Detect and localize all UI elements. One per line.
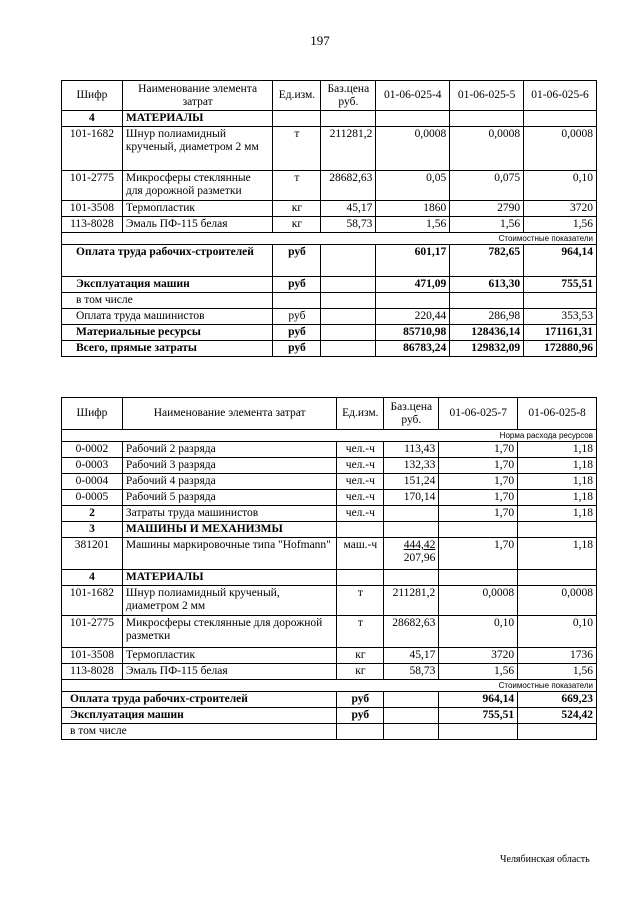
summary-value: 755,51 bbox=[439, 708, 518, 724]
cell-price: 151,24 bbox=[384, 474, 439, 490]
cell-code: 0-0004 bbox=[62, 474, 123, 490]
cell-unit: кг bbox=[337, 664, 384, 680]
summary-name: Всего, прямые затраты bbox=[62, 341, 273, 357]
cell-price: 132,33 bbox=[384, 458, 439, 474]
cell-code: 101-3508 bbox=[62, 201, 123, 217]
cell-value: 0,10 bbox=[518, 616, 597, 648]
summary-unit: руб bbox=[337, 692, 384, 708]
section-name: МАТЕРИАЛЫ bbox=[122, 111, 273, 127]
subheader-norm: Норма расхода ресурсов bbox=[62, 430, 597, 442]
cell-name: Эмаль ПФ-115 белая bbox=[122, 664, 336, 680]
cell-value: 1,56 bbox=[439, 664, 518, 680]
cell-name: Рабочий 2 разряда bbox=[122, 442, 336, 458]
cell-code: 101-3508 bbox=[62, 648, 123, 664]
summary-name: Оплата труда рабочих-строителей bbox=[62, 245, 273, 277]
table-row bbox=[62, 506, 597, 522]
section-code: 3 bbox=[62, 522, 123, 538]
summary-unit: руб bbox=[273, 309, 321, 325]
table-row bbox=[62, 490, 597, 506]
cell-unit: кг bbox=[337, 648, 384, 664]
summary-value: 172880,96 bbox=[524, 341, 597, 357]
header-col-7: 01-06-025-7 bbox=[439, 398, 518, 430]
summary-value: 782,65 bbox=[450, 245, 524, 277]
cell-value: 1,56 bbox=[450, 217, 524, 233]
cell-value: 1,18 bbox=[518, 490, 597, 506]
table-header-row bbox=[62, 398, 597, 430]
cell-unit: маш.-ч bbox=[337, 538, 384, 570]
cell-name: Термопластик bbox=[122, 648, 336, 664]
cell-value: 1,18 bbox=[518, 442, 597, 458]
cell-code: 101-2775 bbox=[62, 616, 123, 648]
cell-value: 2790 bbox=[450, 201, 524, 217]
header-name: Наименование элемента затрат bbox=[122, 81, 273, 111]
cell-name: Микросферы стеклянные для дорожной разметки bbox=[122, 171, 273, 201]
summary-name: Оплата труда рабочих-строителей bbox=[62, 692, 337, 708]
cell-unit: т bbox=[337, 616, 384, 648]
section-row bbox=[62, 111, 597, 127]
table-row bbox=[62, 217, 597, 233]
cell-value: 1,56 bbox=[518, 664, 597, 680]
header-price: Баз.цена руб. bbox=[384, 398, 439, 430]
summary-unit: руб bbox=[273, 341, 321, 357]
summary-row bbox=[62, 341, 597, 357]
cell-price: 58,73 bbox=[321, 217, 376, 233]
section-row bbox=[62, 522, 597, 538]
cell-unit: кг bbox=[273, 201, 321, 217]
summary-name: Эксплуатация машин bbox=[62, 708, 337, 724]
section-code: 4 bbox=[62, 570, 123, 586]
summary-name: Материальные ресурсы bbox=[62, 325, 273, 341]
header-col-8: 01-06-025-8 bbox=[518, 398, 597, 430]
summary-row bbox=[62, 293, 597, 309]
cell-value: 0,0008 bbox=[450, 127, 524, 171]
cell-unit: кг bbox=[273, 217, 321, 233]
summary-unit: руб bbox=[337, 708, 384, 724]
section-row bbox=[62, 570, 597, 586]
table-row bbox=[62, 586, 597, 616]
cell-name: Рабочий 4 разряда bbox=[122, 474, 336, 490]
subheader-row bbox=[62, 233, 597, 245]
summary-unit: руб bbox=[273, 325, 321, 341]
cell-unit: чел.-ч bbox=[337, 442, 384, 458]
summary-value: 171161,31 bbox=[524, 325, 597, 341]
summary-row bbox=[62, 692, 597, 708]
header-code: Шифр bbox=[62, 398, 123, 430]
cell-code: 0-0005 bbox=[62, 490, 123, 506]
section-code: 4 bbox=[62, 111, 123, 127]
cell-value: 1,18 bbox=[518, 538, 597, 570]
cell-code: 0-0003 bbox=[62, 458, 123, 474]
summary-row bbox=[62, 277, 597, 293]
cell-name: Машины маркировочные типа "Hofmann" bbox=[122, 538, 336, 570]
summary-name: Оплата труда машинистов bbox=[62, 309, 273, 325]
resource-table-2 bbox=[61, 397, 597, 740]
cell-code: 113-8028 bbox=[62, 217, 123, 233]
cell-price: 113,43 bbox=[384, 442, 439, 458]
cell-value: 1,70 bbox=[439, 506, 518, 522]
page-number: 197 bbox=[310, 33, 330, 48]
cell-value: 1,70 bbox=[439, 538, 518, 570]
cell-value: 1,70 bbox=[439, 490, 518, 506]
cell-name: Шнур полиамидный крученый, диаметром 2 мм bbox=[122, 127, 273, 171]
cell-unit: т bbox=[273, 171, 321, 201]
cell-name: Рабочий 3 разряда bbox=[122, 458, 336, 474]
cell-value: 1,18 bbox=[518, 474, 597, 490]
cell-value: 0,0008 bbox=[518, 586, 597, 616]
cell-code: 101-2775 bbox=[62, 171, 123, 201]
cell-unit: т bbox=[273, 127, 321, 171]
cell-value: 1,18 bbox=[518, 506, 597, 522]
header-name: Наименование элемента затрат bbox=[122, 398, 336, 430]
cell-value: 0,10 bbox=[524, 171, 597, 201]
summary-row bbox=[62, 708, 597, 724]
table-row bbox=[62, 664, 597, 680]
cell-value: 1,70 bbox=[439, 458, 518, 474]
cell-price: 211281,2 bbox=[321, 127, 376, 171]
section-name: МАШИНЫ И МЕХАНИЗМЫ bbox=[122, 522, 336, 538]
summary-value: 613,30 bbox=[450, 277, 524, 293]
cell-price: 45,17 bbox=[384, 648, 439, 664]
cell-value: 1,18 bbox=[518, 458, 597, 474]
summary-value: 669,23 bbox=[518, 692, 597, 708]
subheader-row bbox=[62, 430, 597, 442]
header-unit: Ед.изм. bbox=[337, 398, 384, 430]
cell-unit: чел.-ч bbox=[337, 474, 384, 490]
summary-value: 471,09 bbox=[376, 277, 450, 293]
summary-value: 129832,09 bbox=[450, 341, 524, 357]
cell-price bbox=[384, 538, 439, 570]
table-row bbox=[62, 474, 597, 490]
cell-value: 3720 bbox=[524, 201, 597, 217]
summary-value: 964,14 bbox=[439, 692, 518, 708]
cell-value: 1,56 bbox=[376, 217, 450, 233]
summary-value: 86783,24 bbox=[376, 341, 450, 357]
subheader-cost: Стоимостные показатели bbox=[62, 233, 597, 245]
header-unit: Ед.изм. bbox=[273, 81, 321, 111]
summary-value: 755,51 bbox=[524, 277, 597, 293]
section-name: МАТЕРИАЛЫ bbox=[122, 570, 336, 586]
cell-value: 0,0008 bbox=[376, 127, 450, 171]
summary-value: 286,98 bbox=[450, 309, 524, 325]
cell-price: 211281,2 bbox=[384, 586, 439, 616]
table-row bbox=[62, 201, 597, 217]
cell-value: 0,05 bbox=[376, 171, 450, 201]
table-row bbox=[62, 616, 597, 648]
summary-value: 524,42 bbox=[518, 708, 597, 724]
cell-unit: т bbox=[337, 586, 384, 616]
summary-value: 601,17 bbox=[376, 245, 450, 277]
summary-value: 220,44 bbox=[376, 309, 450, 325]
cell-name: Затраты труда машинистов bbox=[122, 506, 336, 522]
table-row bbox=[62, 127, 597, 171]
summary-unit: руб bbox=[273, 245, 321, 277]
summary-value: 128436,14 bbox=[450, 325, 524, 341]
summary-name: в том числе bbox=[62, 724, 337, 740]
cell-unit: чел.-ч bbox=[337, 506, 384, 522]
cell-value: 0,0008 bbox=[439, 586, 518, 616]
cell-code: 0-0002 bbox=[62, 442, 123, 458]
summary-row bbox=[62, 724, 597, 740]
cell-name: Шнур полиамидный крученый, диаметром 2 мм bbox=[122, 586, 336, 616]
summary-row bbox=[62, 325, 597, 341]
price-line-2: 207,96 bbox=[403, 552, 436, 564]
cell-code: 101-1682 bbox=[62, 586, 123, 616]
table-row bbox=[62, 538, 597, 570]
summary-row bbox=[62, 309, 597, 325]
header-col-5: 01-06-025-5 bbox=[450, 81, 524, 111]
cell-value: 0,075 bbox=[450, 171, 524, 201]
cell-value: 1736 bbox=[518, 648, 597, 664]
cell-code: 113-8028 bbox=[62, 664, 123, 680]
cell-value: 0,10 bbox=[439, 616, 518, 648]
cell-name: Микросферы стеклянные для дорожной разметки bbox=[122, 616, 336, 648]
cell-value: 1,56 bbox=[524, 217, 597, 233]
subheader-cost: Стоимостные показатели bbox=[62, 680, 597, 692]
summary-value: 353,53 bbox=[524, 309, 597, 325]
cell-value: 1860 bbox=[376, 201, 450, 217]
cell-name: Рабочий 5 разряда bbox=[122, 490, 336, 506]
summary-value: 85710,98 bbox=[376, 325, 450, 341]
cell-name: Эмаль ПФ-115 белая bbox=[122, 217, 273, 233]
cell-value: 1,70 bbox=[439, 442, 518, 458]
header-price: Баз.цена руб. bbox=[321, 81, 376, 111]
cell-unit: чел.-ч bbox=[337, 458, 384, 474]
cell-value: 0,0008 bbox=[524, 127, 597, 171]
cell-value: 3720 bbox=[439, 648, 518, 664]
cell-code: 101-1682 bbox=[62, 127, 123, 171]
header-col-4: 01-06-025-4 bbox=[376, 81, 450, 111]
cell-price: 28682,63 bbox=[321, 171, 376, 201]
table-row bbox=[62, 171, 597, 201]
table-row bbox=[62, 648, 597, 664]
resource-table-1 bbox=[61, 80, 597, 357]
cell-code: 2 bbox=[62, 506, 123, 522]
cell-value: 1,70 bbox=[439, 474, 518, 490]
summary-unit: руб bbox=[273, 277, 321, 293]
summary-name: в том числе bbox=[62, 293, 273, 309]
table-header-row bbox=[62, 81, 597, 111]
footer-region: Челябинская область bbox=[500, 854, 590, 865]
header-code: Шифр bbox=[62, 81, 123, 111]
cell-price: 45,17 bbox=[321, 201, 376, 217]
cell-price: 170,14 bbox=[384, 490, 439, 506]
header-col-6: 01-06-025-6 bbox=[524, 81, 597, 111]
cell-price: 28682,63 bbox=[384, 616, 439, 648]
subheader-row bbox=[62, 680, 597, 692]
summary-value: 964,14 bbox=[524, 245, 597, 277]
cell-name: Термопластик bbox=[122, 201, 273, 217]
cell-code: 381201 bbox=[62, 538, 123, 570]
table-row bbox=[62, 458, 597, 474]
summary-name: Эксплуатация машин bbox=[62, 277, 273, 293]
table-row bbox=[62, 442, 597, 458]
cell-price: 58,73 bbox=[384, 664, 439, 680]
summary-row bbox=[62, 245, 597, 277]
price-line-1: 444,42 bbox=[403, 539, 436, 551]
cell-unit: чел.-ч bbox=[337, 490, 384, 506]
